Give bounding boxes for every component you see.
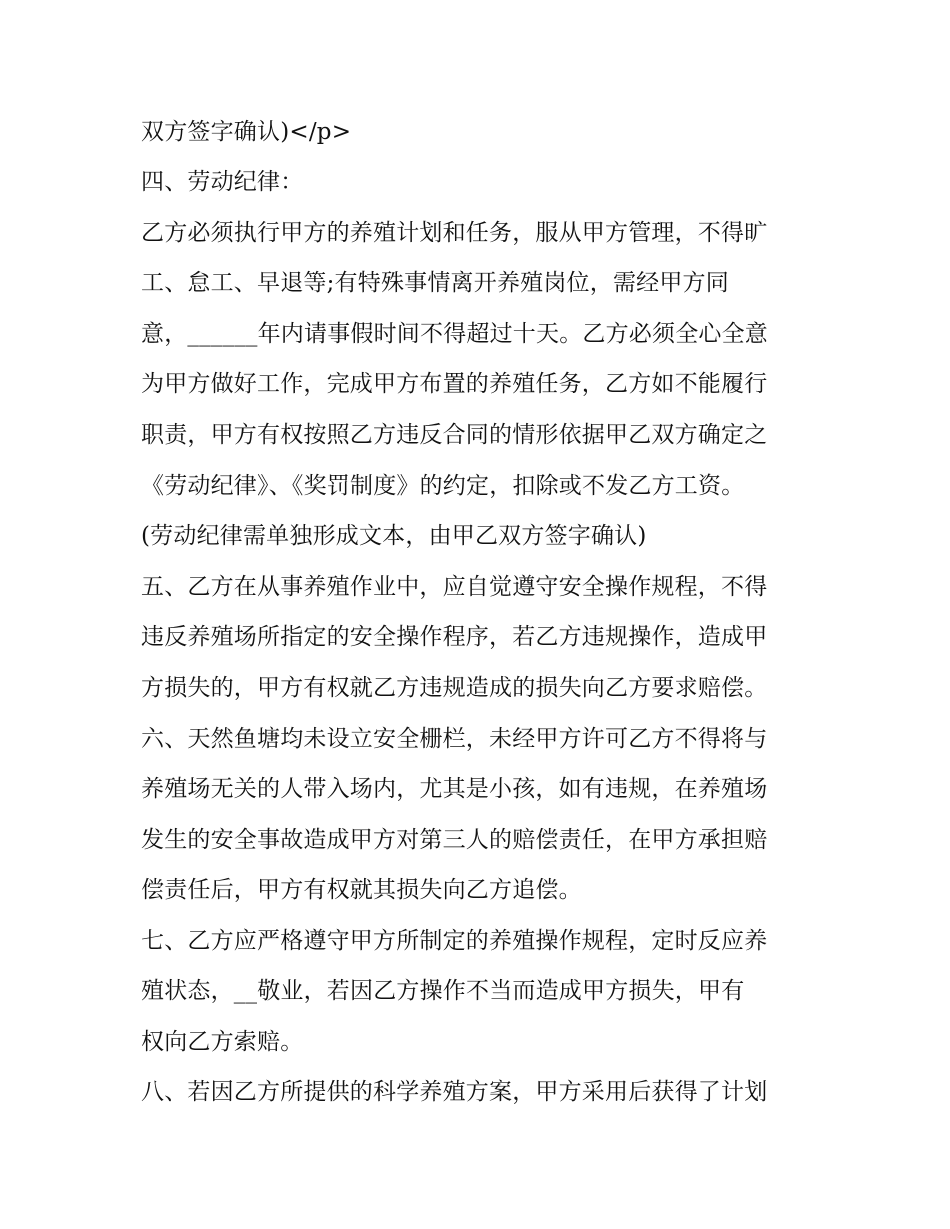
text-line: 发生的安全事故造成甲方对第三人的赔偿责任，在甲方承担赔 [141,827,768,853]
text-line: 七、乙方应严格遵守甲方所制定的养殖操作规程，定时反应养 [141,928,768,954]
text-line: 违反养殖场所指定的安全操作程序，若乙方违规操作，造成甲 [141,624,768,650]
text-line: 殖状态，__敬业，若因乙方操作不当而造成甲方损失，甲有 [141,978,745,1004]
text-line: 八、若因乙方所提供的科学养殖方案，甲方采用后获得了计划 [141,1079,768,1105]
text-line: 五、乙方在从事养殖作业中，应自觉遵守安全操作规程，不得 [141,574,768,600]
text-line: 为甲方做好工作，完成甲方布置的养殖任务，乙方如不能履行 [141,371,768,397]
text-line: (劳动纪律需单独形成文本，由甲乙双方签字确认) [141,523,647,549]
text-line: 养殖场无关的人带入场内，尤其是小孩，如有违规，在养殖场 [141,776,768,802]
text-line: 工、怠工、早退等;有特殊事情离开养殖岗位，需经甲方同 [141,270,729,296]
text-line: 方损失的，甲方有权就乙方违规造成的损失向乙方要求赔偿。 [141,675,768,701]
text-line: 《劳动纪律》、《奖罚制度》的约定，扣除或不发乙方工资。 [141,473,745,499]
text-line: 偿责任后，甲方有权就其损失向乙方追偿。 [141,877,582,903]
text-line: 双方签字确认)</p> [141,119,352,145]
text-line: 权向乙方索赔。 [141,1029,304,1055]
text-line: 乙方必须执行甲方的养殖计划和任务，服从甲方管理，不得旷 [141,220,768,246]
text-line: 职责，甲方有权按照乙方违反合同的情形依据甲乙双方确定之 [141,422,768,448]
section-heading: 四、劳动纪律： [141,169,304,195]
text-line: 意，______年内请事假时间不得超过十天。乙方必须全心全意 [141,321,768,347]
text-line: 六、天然鱼塘均未设立安全栅栏，未经甲方许可乙方不得将与 [141,726,768,752]
